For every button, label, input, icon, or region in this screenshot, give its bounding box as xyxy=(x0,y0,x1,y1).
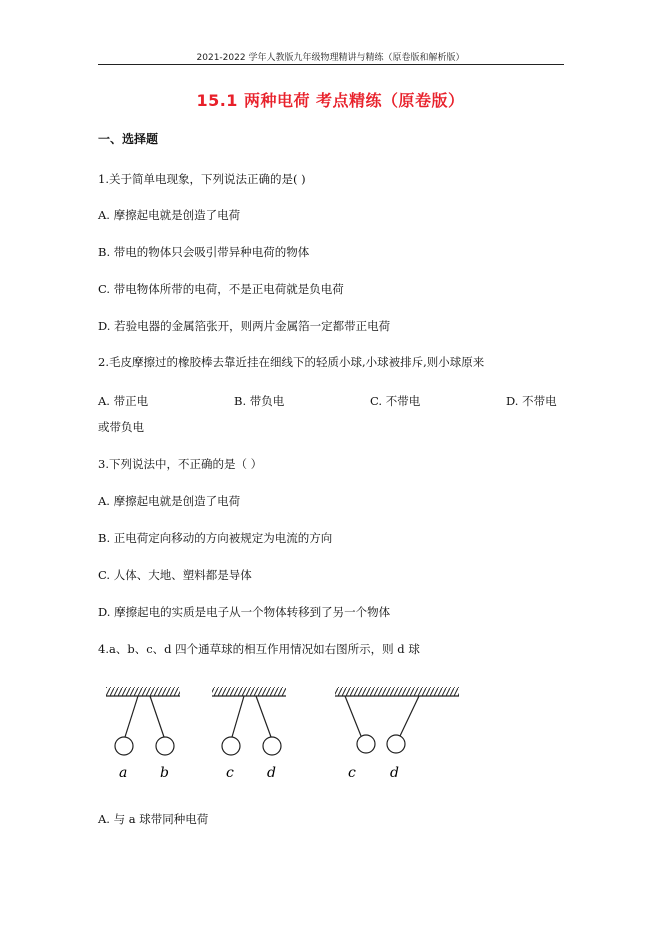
label-d: d xyxy=(390,765,399,781)
ceiling-hatch xyxy=(212,687,286,696)
ball-d xyxy=(387,735,405,753)
ball-a xyxy=(115,737,133,755)
question-2-option-d-continuation: 或带负电 xyxy=(98,420,144,434)
thread-a xyxy=(125,696,138,737)
question-1-option-a: A. 摩擦起电就是创造了电荷 xyxy=(98,208,241,222)
thread-c xyxy=(345,696,361,736)
question-3-stem: 3.下列说法中，不正确的是（ ） xyxy=(98,457,263,471)
section-heading: 一、选择题 xyxy=(98,132,159,146)
question-2-option-a: A. 带正电 xyxy=(98,394,149,408)
question-2-option-b: B. 带负电 xyxy=(234,394,285,408)
question-1-option-c: C. 带电物体所带的电荷，不是正电荷就是负电荷 xyxy=(98,282,344,296)
figure-group-ab xyxy=(106,687,180,781)
figure-group-cd-attract xyxy=(335,687,459,781)
question-4-stem: 4.a、b、c、d 四个通草球的相互作用情况如右图所示，则 d 球 xyxy=(98,642,420,656)
question-2-option-c: C. 不带电 xyxy=(370,394,421,408)
ball-b xyxy=(156,737,174,755)
label-c: c xyxy=(226,765,234,781)
label-c: c xyxy=(348,765,356,781)
thread-d xyxy=(256,696,271,737)
ball-d xyxy=(263,737,281,755)
question-1-stem: 1.关于简单电现象，下列说法正确的是( ) xyxy=(98,172,306,186)
question-1-option-d: D. 若验电器的金属箔张开，则两片金属箔一定都带正电荷 xyxy=(98,319,391,333)
ball-c xyxy=(222,737,240,755)
label-d: d xyxy=(267,765,276,781)
question-3-option-d: D. 摩擦起电的实质是电子从一个物体转移到了另一个物体 xyxy=(98,605,391,619)
question-3-option-b: B. 正电荷定向移动的方向被规定为电流的方向 xyxy=(98,531,333,545)
thread-b xyxy=(150,696,164,737)
thread-d xyxy=(400,696,419,736)
question-4-option-a: A. 与 a 球带同种电荷 xyxy=(98,812,209,826)
ball-c xyxy=(357,735,375,753)
figure-group-cd-repel xyxy=(212,687,286,781)
document-title: 15.1 两种电荷 考点精练（原卷版） xyxy=(196,91,465,110)
ceiling-hatch xyxy=(335,687,459,696)
label-b: b xyxy=(160,765,169,781)
pith-ball-interaction-figure xyxy=(98,680,478,790)
thread-c xyxy=(232,696,244,737)
question-3-option-c: C. 人体、大地、塑料都是导体 xyxy=(98,568,252,582)
question-3-option-a: A. 摩擦起电就是创造了电荷 xyxy=(98,494,241,508)
question-2-option-d: D. 不带电 xyxy=(506,394,557,408)
label-a: a xyxy=(119,765,128,781)
header-divider xyxy=(98,64,564,65)
page-header: 2021-2022 学年人教版九年级物理精讲与精练（原卷版和解析版） xyxy=(196,53,465,63)
ceiling-hatch xyxy=(106,687,180,696)
question-2-stem: 2.毛皮摩擦过的橡胶棒去靠近挂在细线下的轻质小球,小球被排斥,则小球原来 xyxy=(98,355,485,369)
question-1-option-b: B. 带电的物体只会吸引带异种电荷的物体 xyxy=(98,245,310,259)
